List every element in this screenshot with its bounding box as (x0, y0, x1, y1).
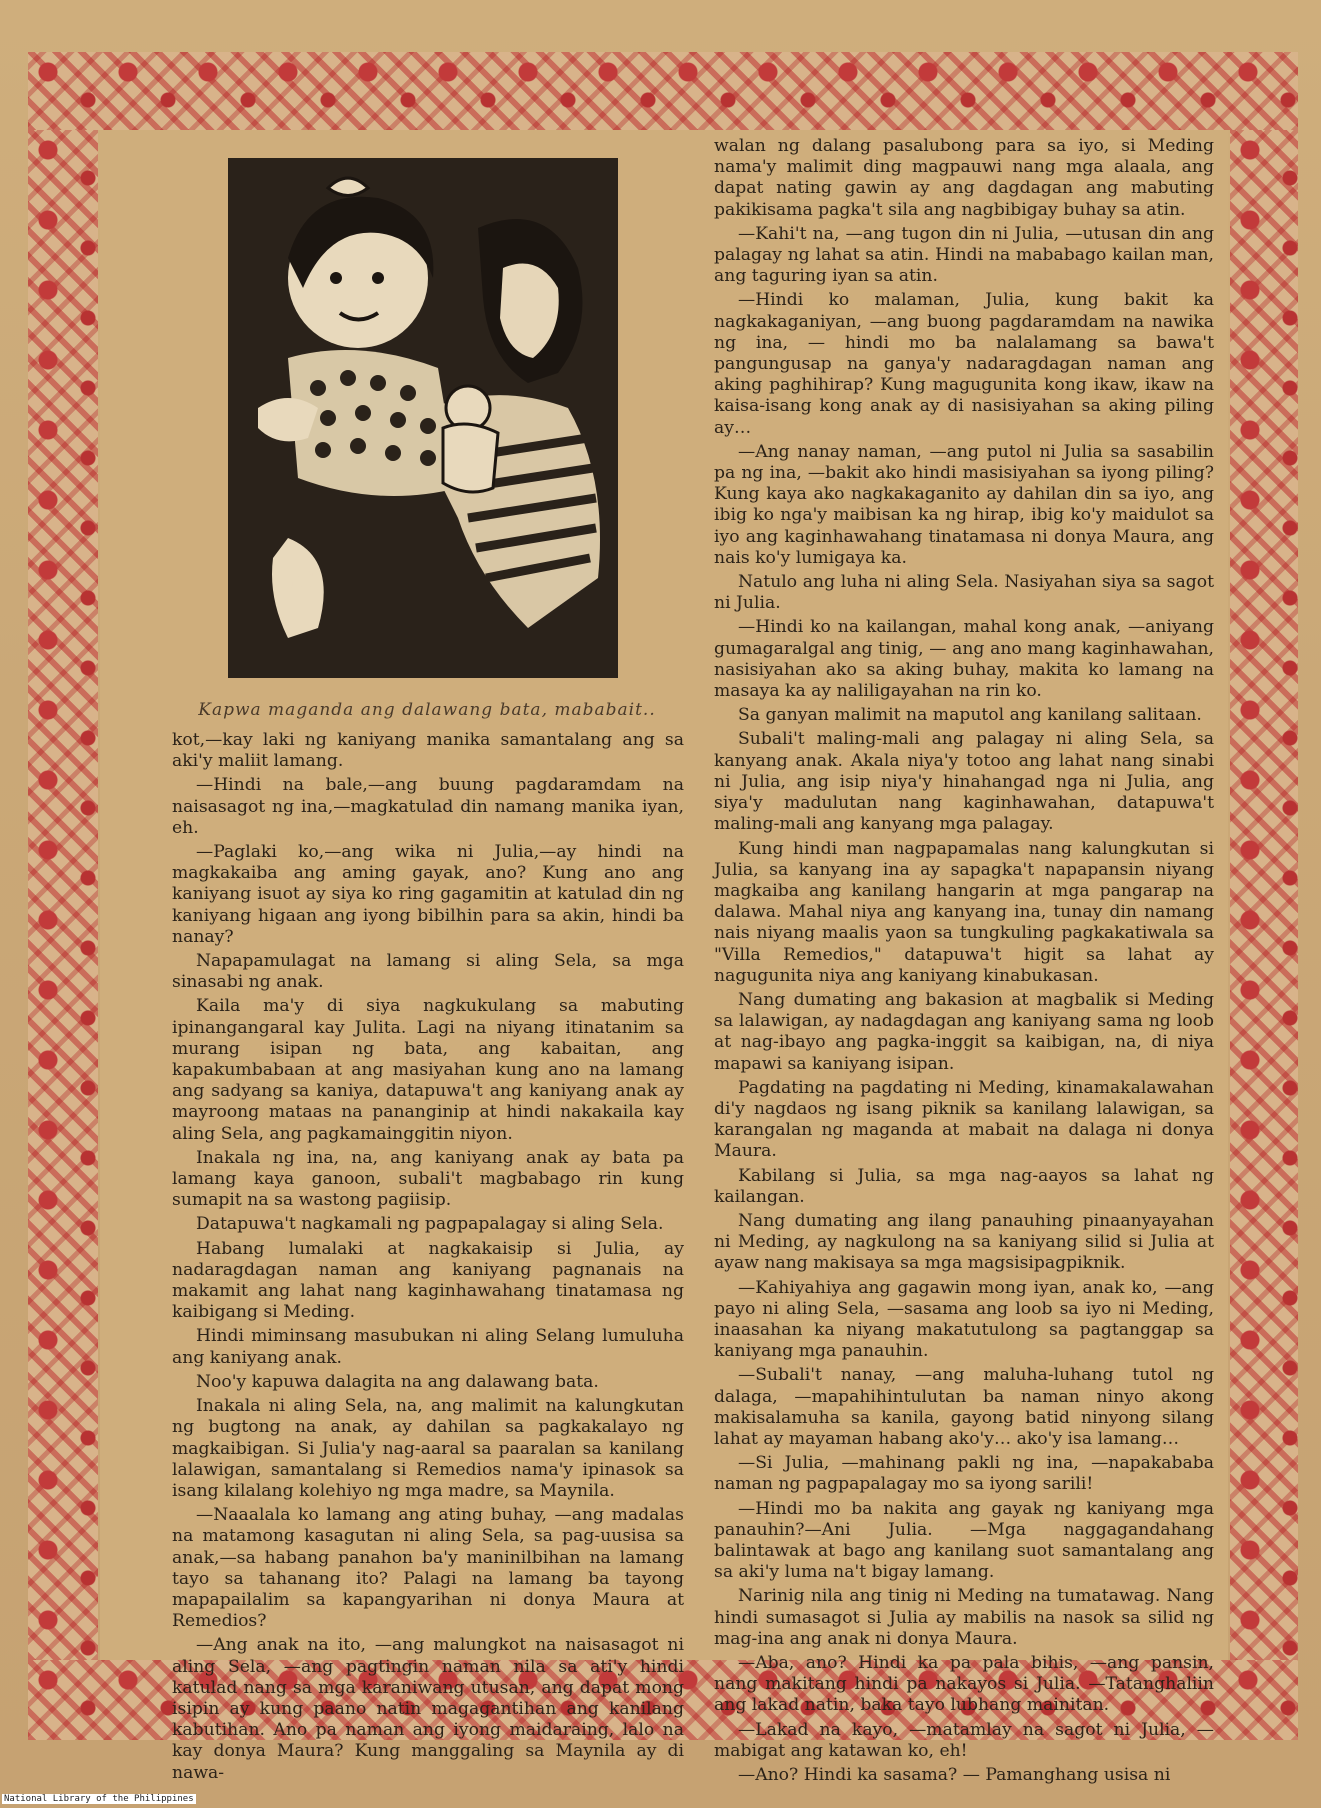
paragraph: —Hindi ko na kailangan, mahal kong anak, —aniyang gumagaralgal ang tinig, — ang ano mang kaginhawahan, nasisiyahan ako sa aking buhay, makita ko lamang na masaya ka ay naliligayahan na rin ko. (714, 617, 1214, 702)
illustration-svg (228, 158, 618, 678)
paragraph: —Subali't nanay, —ang maluha-luhang tutol ng dalaga, —mapahihintulutan ba naman ninyo akong makisalamuha sa kanila, gayong batid ninyong silang lahat ay mayaman habang ako'y… ako'y isa lamang… (714, 1365, 1214, 1449)
paragraph: walan ng dalang pasalubong para sa iyo, si Meding nama'y malimit ding magpauwi nang mga alaala, ang dapat nating gawin ay ang dagdagan ang mabuting pakikisama pagka't sila ang nagbibigay buhay sa atin. (714, 136, 1214, 220)
illustration-caption: Kapwa maganda ang dalawang bata, mababait.. (198, 700, 656, 720)
paragraph: —Kahi't na, —ang tugon din ni Julia, —utusan din ang palagay ng lahat sa atin. Hindi na mababago kailan man, ang taguring iyan sa atin. (714, 223, 1214, 287)
decorative-border-left (28, 130, 98, 1660)
paragraph: Natulo ang luha ni aling Sela. Nasiyahan siya sa sagot ni Julia. (714, 572, 1214, 614)
content-area (100, 130, 1228, 1786)
paragraph: kot,—kay laki ng kaniyang manika samantalang ang sa aki'y maliit lamang. (172, 730, 684, 772)
paragraph: Noo'y kapuwa dalagita na ang dalawang bata. (196, 1371, 599, 1392)
paragraph: Habang lumalaki at nagkakaisip si Julia, ay nadaragdagan naman ang kaniyang pagnanais na makamit ang lahat nang kaginhawahang tinatamasa ng kaibigang si Meding. (172, 1238, 684, 1323)
paragraph: —Si Julia, —mahinang pakli ng ina, —napakababa naman ng pagpapalagay mo sa iyong sarili! (714, 1453, 1214, 1495)
paragraph: Kung hindi man nagpapamalas nang kalungkutan si Julia, sa kanyang ina ay sapagka't napapansin niyang magkaiba ang kanilang hangarin at mga pangarap na dalawa. Mahal niya ang kanyang ina, tunay din namang nais niyang maalis yaon sa tungkuling pagkakatiwala sa "Villa Remedios," datapuwa't higit sa lahat ay nagugunita niya ang kaniyang kinabukasan. (714, 838, 1214, 986)
paragraph: Kaila ma'y di siya nagkukulang sa mabuting ipinangangaral kay Julita. Lagi na niyang itinatanim sa murang isipan ng bata, ang kabaitan, ang kapakumbabaan at ang masiyahan kung ano na lamang ang sadyang sa kaniya, datapuwa't ang kaniyang anak ay mayroong mataas na pananginip at hindi nakakaila kay aling Sela, ang pagkamainggitin niyon. (172, 996, 684, 1144)
paragraph: —Kahiyahiya ang gagawin mong iyan, anak ko, —ang payo ni aling Sela, —sasama ang loob sa iyo ni Meding, inaasahan ka niyang makatutulong sa pagtanggap sa kaniyang mga panauhin. (714, 1277, 1214, 1362)
decorative-border-right (1230, 130, 1298, 1660)
paragraph: —Ano? Hindi ka sasama? — Pamanghang usisa ni (738, 1765, 1171, 1786)
paragraph: Hindi miminsang masubukan ni aling Selang lumuluha ang kaniyang anak. (172, 1326, 684, 1368)
paragraph: —Paglaki ko,—ang wika ni Julia,—ay hindi na magkakaiba ang aming gayak, ano? Kung ano ang kaniyang isuot ay siya ko ring gagamitin at katulad din ng kaniyang higaan ang iyong bibilhin para sa akin, hindi ba nanay? (172, 842, 684, 947)
left-column (172, 730, 684, 1787)
paragraph: Kabilang si Julia, sa mga nag-aayos sa lahat ng kailangan. (714, 1165, 1214, 1207)
paragraph: —Lakad na kayo, —matamlay na sagot ni Julia, —mabigat ang katawan ko, eh! (714, 1719, 1214, 1761)
paragraph: Narinig nila ang tinig ni Meding na tumatawag. Nang hindi sumasagot si Julia ay mabilis na nasok sa silid ng mag-ina ang anak ni donya Maura. (714, 1586, 1214, 1649)
paragraph: —Aba, ano? Hindi ka pa pala bihis, —ang pansin, nang makitang hindi pa nakayos si Julia. —Tatanghaliin ang lakad natin, baka tayo lubhang mainitan. (714, 1653, 1214, 1716)
decorative-border-top (28, 52, 1298, 130)
right-column (714, 136, 1214, 1789)
svg-text:nC: nC (283, 569, 315, 594)
paragraph: —Hindi ko malaman, Julia, kung bakit ka nagkakaganiyan, —ang buong pagdaramdam na nawika ng ina, — hindi mo ba nalalamang sa bawa't pangungusap na ganya'y nadaragdagan naman ang aking paghihirap? Kung magugunita kong ikaw, ikaw na kaisa-isang kong anak ay di nasisiyahan sa aking piling ay… (714, 290, 1214, 438)
paragraph: Nang dumating ang ilang panauhing pinaanyayahan ni Meding, ay nagkulong na sa kaniyang silid si Julia at ayaw nang makisaya sa mga magsisipagpiknik. (714, 1210, 1214, 1274)
paragraph: Inakala ng ina, na, ang kaniyang anak ay bata pa lamang kaya ganoon, subali't magbabago rin kung sumapit na sa wastong pagiisip. (172, 1147, 684, 1211)
paragraph: Nang dumating ang bakasion at magbalik si Meding sa lalawigan, ay nadagdagan ang kaniyang sama ng loob at nag-ibayo ang pagka-inggit sa kaibigan, na, di niya mapawi sa kaniyang isipan. (714, 989, 1214, 1074)
paragraph: —Ang nanay naman, —ang putol ni Julia sa sasabilin pa ng ina, —bakit ako hindi masisiyahan sa iyong piling? Kung kaya ako nagkakaganito ay dahilan din sa iyo, ang ibig ko nga'y maibisan ka ng hirap, ibig ko'y maidulot sa iyo ang kaginhawahang tinatamasa ni donya Maura, ang nais ko'y lumigaya ka. (714, 441, 1214, 568)
paragraph: Subali't maling-mali ang palagay ni aling Sela, sa kanyang anak. Akala niya'y totoo ang lahat nang sinabi ni Julia, ang isip niya'y hinahangad nga ni Julia, ang siya'y madulutan nang kaginhawahan, datapuwa't maling-mali ang kanyang mga palagay. (714, 729, 1214, 835)
paragraph: —Hindi mo ba nakita ang gayak ng kaniyang mga panauhin?—Ani Julia. —Mga naggagandahang balintawak at bago ang kanilang suot samantalang ang sa aki'y luma na't bigay lamang. (714, 1498, 1214, 1583)
paragraph: —Ang anak na ito, —ang malungkot na naisasagot ni aling Sela, —ang pagtingin naman nila sa ati'y hindi katulad nang sa mga karaniwang utusan, ang dapat mong isipin ay kung paano natin magagantihan ang kanilang kabutihan. Ano pa naman ang iyong maidaraing, lalo na kay donya Maura? Kung manggaling sa Maynila ay di nawa- (172, 1635, 684, 1783)
paragraph: Napapamulagat na lamang si aling Sela, sa mga sinasabi ng anak. (172, 951, 684, 993)
library-credit: National Library of the Philippines (4, 1794, 194, 1804)
illustration-mother-and-child (228, 158, 618, 678)
paragraph: —Hindi na bale,—ang buung pagdaramdam na naisasagot ng ina,—magkatulad din namang manika iyan, eh. (172, 775, 684, 838)
paragraph: Sa ganyan malimit na maputol ang kanilang salitaan. (738, 705, 1202, 726)
paragraph: Inakala ni aling Sela, na, ang malimit na kalungkutan ng bugtong na anak, ay dahilan sa pagkakalayo ng magkaibigan. Si Julia'y nag-aaral sa paaralan sa kanilang lalawigan, samantalang si Remedios nama'y ipinasok sa isang kilalang kolehiyo ng mga madre, sa Maynila. (172, 1396, 684, 1501)
paragraph: Datapuwa't nagkamali ng pagpapalagay si aling Sela. (196, 1214, 664, 1235)
paragraph: —Naaalala ko lamang ang ating buhay, —ang madalas na matamong kasagutan ni aling Sela, sa pag-uusisa sa anak,—sa habang panahon ba'y maninilbihan na lamang tayo sa tahanang ito? Palagi na lamang ba tayong mapapailalim sa kapangyarihan ni donya Maura at Remedios? (172, 1505, 684, 1632)
paragraph: Pagdating na pagdating ni Meding, kinamakalawahan di'y nagdaos ng isang piknik sa kanilang lalawigan, sa karangalan ng maganda at mabait na dalaga ni donya Maura. (714, 1077, 1214, 1162)
